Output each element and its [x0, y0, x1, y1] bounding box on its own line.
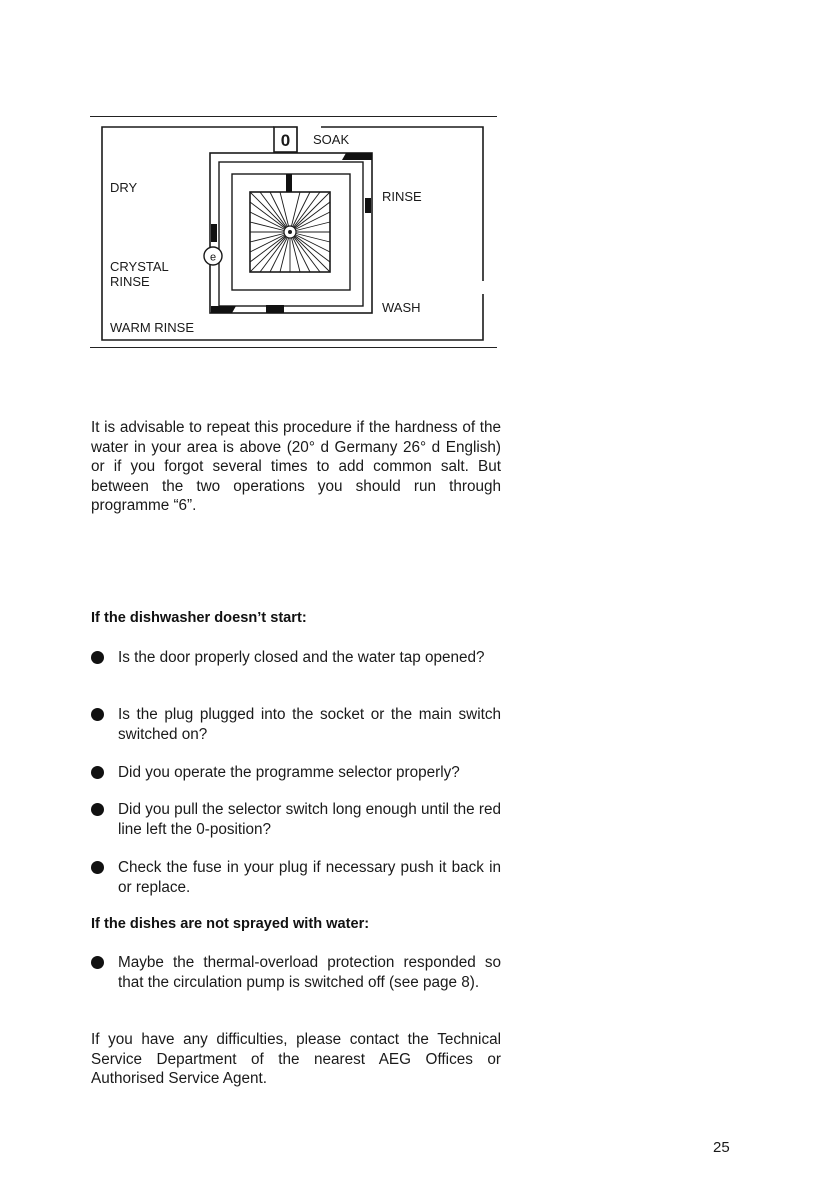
- bullet-icon: [91, 803, 104, 816]
- pointer-tab-top: [286, 174, 292, 192]
- bullet-text: Check the fuse in your plug if necessary push it back in or replace.: [118, 859, 501, 896]
- list-item: [91, 763, 501, 783]
- programme-selector-diagram: [96, 118, 492, 346]
- zero-label: 0: [280, 131, 291, 150]
- dial-hub-center: [288, 230, 292, 234]
- bullet-icon: [91, 956, 104, 969]
- bullet-text: Is the plug plugged into the socket or the main switch switched on?: [118, 706, 501, 743]
- closing-paragraph: If you have any difficulties, please contact the Technical Service Department of the nearest AEG Offices or Authorised Service Agent.: [91, 1031, 501, 1088]
- bullet-text: Did you operate the programme selector properly?: [118, 764, 460, 781]
- warm-rinse-label: WARM RINSE: [110, 320, 195, 335]
- dry-label: DRY: [110, 180, 138, 195]
- list-item: [91, 953, 501, 992]
- marker-rinse: [365, 198, 371, 213]
- marker-soak: [342, 153, 372, 160]
- crystal-rinse-label-line2: RINSE: [110, 274, 150, 289]
- list-item: [91, 858, 501, 897]
- bullet-text: Did you pull the selector switch long enough until the red line left the 0-position?: [118, 801, 501, 838]
- bullet-icon: [91, 651, 104, 664]
- no-start-heading: If the dishwasher doesn’t start:: [91, 610, 307, 626]
- wash-label: WASH: [382, 300, 421, 315]
- list-item: [91, 800, 501, 839]
- soak-label: SOAK: [313, 132, 350, 147]
- diagram-bottom-rule: [90, 347, 497, 348]
- selector-knob-mark: e: [209, 251, 217, 264]
- not-sprayed-heading: If the dishes are not sprayed with water:: [91, 916, 370, 932]
- page-number: 25: [713, 1139, 730, 1156]
- bullet-text: Is the door properly closed and the water tap opened?: [118, 649, 485, 666]
- list-item: [91, 705, 501, 744]
- list-item: [91, 648, 501, 668]
- diagram-top-rule: [90, 116, 497, 117]
- marker-crystal-rinse: [211, 224, 217, 242]
- intro-paragraph: It is advisable to repeat this procedure if the hardness of the water in your area is above (20° d Germany 26° d English) or if you forgot several times to add common salt. But between the two operations you should run through programme “6”.: [91, 419, 501, 515]
- bullet-icon: [91, 766, 104, 779]
- bullet-icon: [91, 861, 104, 874]
- crystal-rinse-label-line1: CRYSTAL: [110, 259, 169, 274]
- bullet-text: Maybe the thermal-overload protection responded so that the circulation pump is switched off (see page 8).: [118, 954, 501, 991]
- bullet-icon: [91, 708, 104, 721]
- marker-wash-left: [211, 306, 236, 313]
- rinse-label: RINSE: [382, 189, 422, 204]
- marker-wash: [266, 305, 284, 313]
